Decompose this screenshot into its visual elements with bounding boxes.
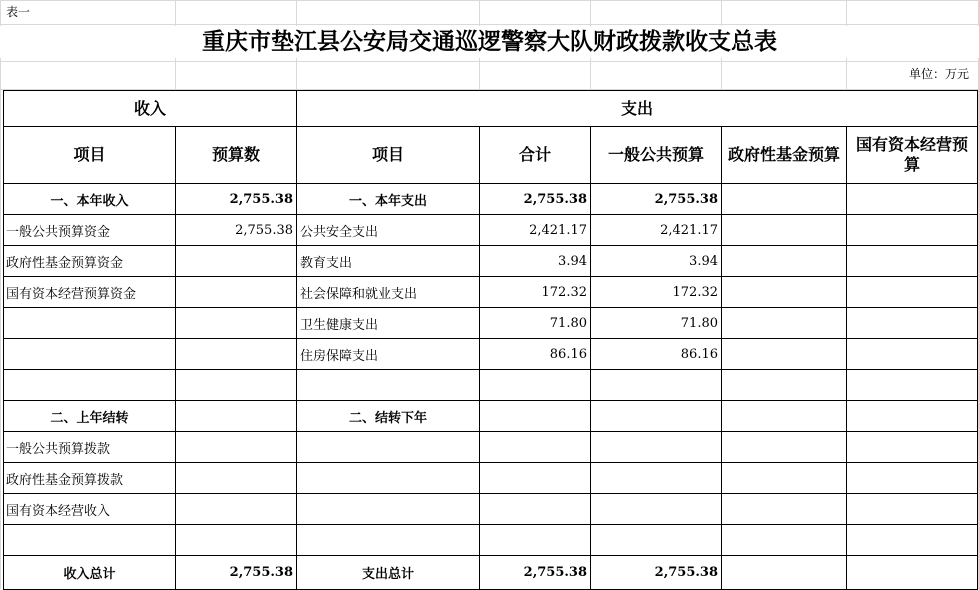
income-item-cell: 政府性基金预算拨款 [4,463,176,494]
fund-budget-cell [722,525,847,556]
expenditure-total-cell: 2,755.38 [480,184,591,215]
income-item-header: 项目 [4,127,176,184]
income-item-cell [4,339,176,370]
general-budget-header: 一般公共预算 [591,127,722,184]
table-row [4,432,978,463]
income-value-cell [176,308,297,339]
income-value-cell [176,370,297,401]
state-capital-cell [847,370,978,401]
income-header: 收入 [4,91,297,127]
general-budget-total-value: 2,755.38 [591,556,722,590]
state-capital-cell [847,525,978,556]
state-capital-total-value [847,556,978,590]
fund-budget-cell [722,401,847,432]
income-item-cell: 一、本年收入 [4,184,176,215]
state-capital-cell [847,432,978,463]
expenditure-total-cell [480,463,591,494]
unit-label: 单位：万元 [908,67,969,81]
expenditure-total-cell [480,432,591,463]
expenditure-total-cell [480,525,591,556]
income-item-cell [4,370,176,401]
expenditure-item-cell: 二、结转下年 [297,401,480,432]
state-capital-cell [847,494,978,525]
table-row [4,370,978,401]
fund-budget-cell [722,432,847,463]
expenditure-item-cell [297,432,480,463]
table-row [4,277,978,308]
expenditure-item-cell: 社会保障和就业支出 [297,277,480,308]
expenditure-item-cell: 公共安全支出 [297,215,480,246]
expenditure-total-cell: 71.80 [480,308,591,339]
expenditure-total-cell [480,401,591,432]
income-value-cell [176,401,297,432]
expenditure-item-cell: 卫生健康支出 [297,308,480,339]
general-budget-cell [591,401,722,432]
state-capital-cell [847,277,978,308]
state-capital-cell [847,246,978,277]
income-item-cell: 一般公共预算资金 [4,215,176,246]
table-row [4,246,978,277]
income-item-cell: 一般公共预算拨款 [4,432,176,463]
state-capital-cell [847,339,978,370]
income-item-cell: 政府性基金预算资金 [4,246,176,277]
income-item-cell: 国有资本经营预算资金 [4,277,176,308]
sheet-label: 表一 [6,5,31,19]
table-row [4,215,978,246]
expenditure-total-cell: 2,421.17 [480,215,591,246]
general-budget-cell: 172.32 [591,277,722,308]
general-budget-cell: 71.80 [591,308,722,339]
fund-budget-cell [722,339,847,370]
table-row [4,184,978,215]
table-row [4,339,978,370]
general-budget-cell: 3.94 [591,246,722,277]
expenditure-total-cell: 86.16 [480,339,591,370]
expenditure-total-cell [480,370,591,401]
income-item-cell [4,308,176,339]
table-row [4,308,978,339]
expenditure-total-value: 2,755.38 [480,556,591,590]
expenditure-item-cell [297,525,480,556]
income-item-cell: 二、上年结转 [4,401,176,432]
fund-budget-cell [722,246,847,277]
general-budget-cell [591,494,722,525]
income-total-value: 2,755.38 [176,556,297,590]
state-capital-cell [847,215,978,246]
expenditure-item-cell [297,463,480,494]
expenditure-total-cell [480,494,591,525]
income-value-cell [176,463,297,494]
expenditure-item-cell: 一、本年支出 [297,184,480,215]
budget-summary-table [3,90,978,590]
table-row [4,525,978,556]
expenditure-total-label: 支出总计 [297,556,480,590]
expenditure-item-cell [297,370,480,401]
fund-budget-cell [722,494,847,525]
expenditure-total-cell: 3.94 [480,246,591,277]
state-capital-cell [847,184,978,215]
general-budget-cell: 2,421.17 [591,215,722,246]
expenditure-item-cell [297,494,480,525]
expenditure-header: 支出 [297,91,978,127]
fund-budget-total-value [722,556,847,590]
fund-budget-cell [722,308,847,339]
general-budget-cell [591,463,722,494]
expenditure-total-cell: 172.32 [480,277,591,308]
state-capital-cell [847,463,978,494]
income-value-cell: 2,755.38 [176,215,297,246]
fund-budget-cell [722,184,847,215]
fund-budget-cell [722,215,847,246]
expenditure-total-header: 合计 [480,127,591,184]
income-value-cell [176,339,297,370]
income-value-cell [176,525,297,556]
fund-budget-cell [722,277,847,308]
general-budget-cell [591,525,722,556]
income-value-cell [176,432,297,463]
state-capital-cell [847,308,978,339]
income-value-cell [176,277,297,308]
general-budget-cell [591,432,722,463]
page-title: 重庆市垫江县公安局交通巡逻警察大队财政拨款收支总表 [0,26,979,58]
fund-budget-cell [722,370,847,401]
income-budget-header: 预算数 [176,127,297,184]
table-row [4,463,978,494]
general-budget-cell: 2,755.38 [591,184,722,215]
table-row [4,494,978,525]
state-capital-header: 国有资本经营预算 [847,127,978,184]
general-budget-cell: 86.16 [591,339,722,370]
income-item-cell: 国有资本经营收入 [4,494,176,525]
income-item-cell [4,525,176,556]
fund-budget-header: 政府性基金预算 [722,127,847,184]
state-capital-cell [847,401,978,432]
fund-budget-cell [722,463,847,494]
income-value-cell: 2,755.38 [176,184,297,215]
income-value-cell [176,246,297,277]
income-value-cell [176,494,297,525]
expenditure-item-cell: 教育支出 [297,246,480,277]
expenditure-item-cell: 住房保障支出 [297,339,480,370]
income-total-label: 收入总计 [4,556,176,590]
expenditure-item-header: 项目 [297,127,480,184]
table-row [4,401,978,432]
general-budget-cell [591,370,722,401]
